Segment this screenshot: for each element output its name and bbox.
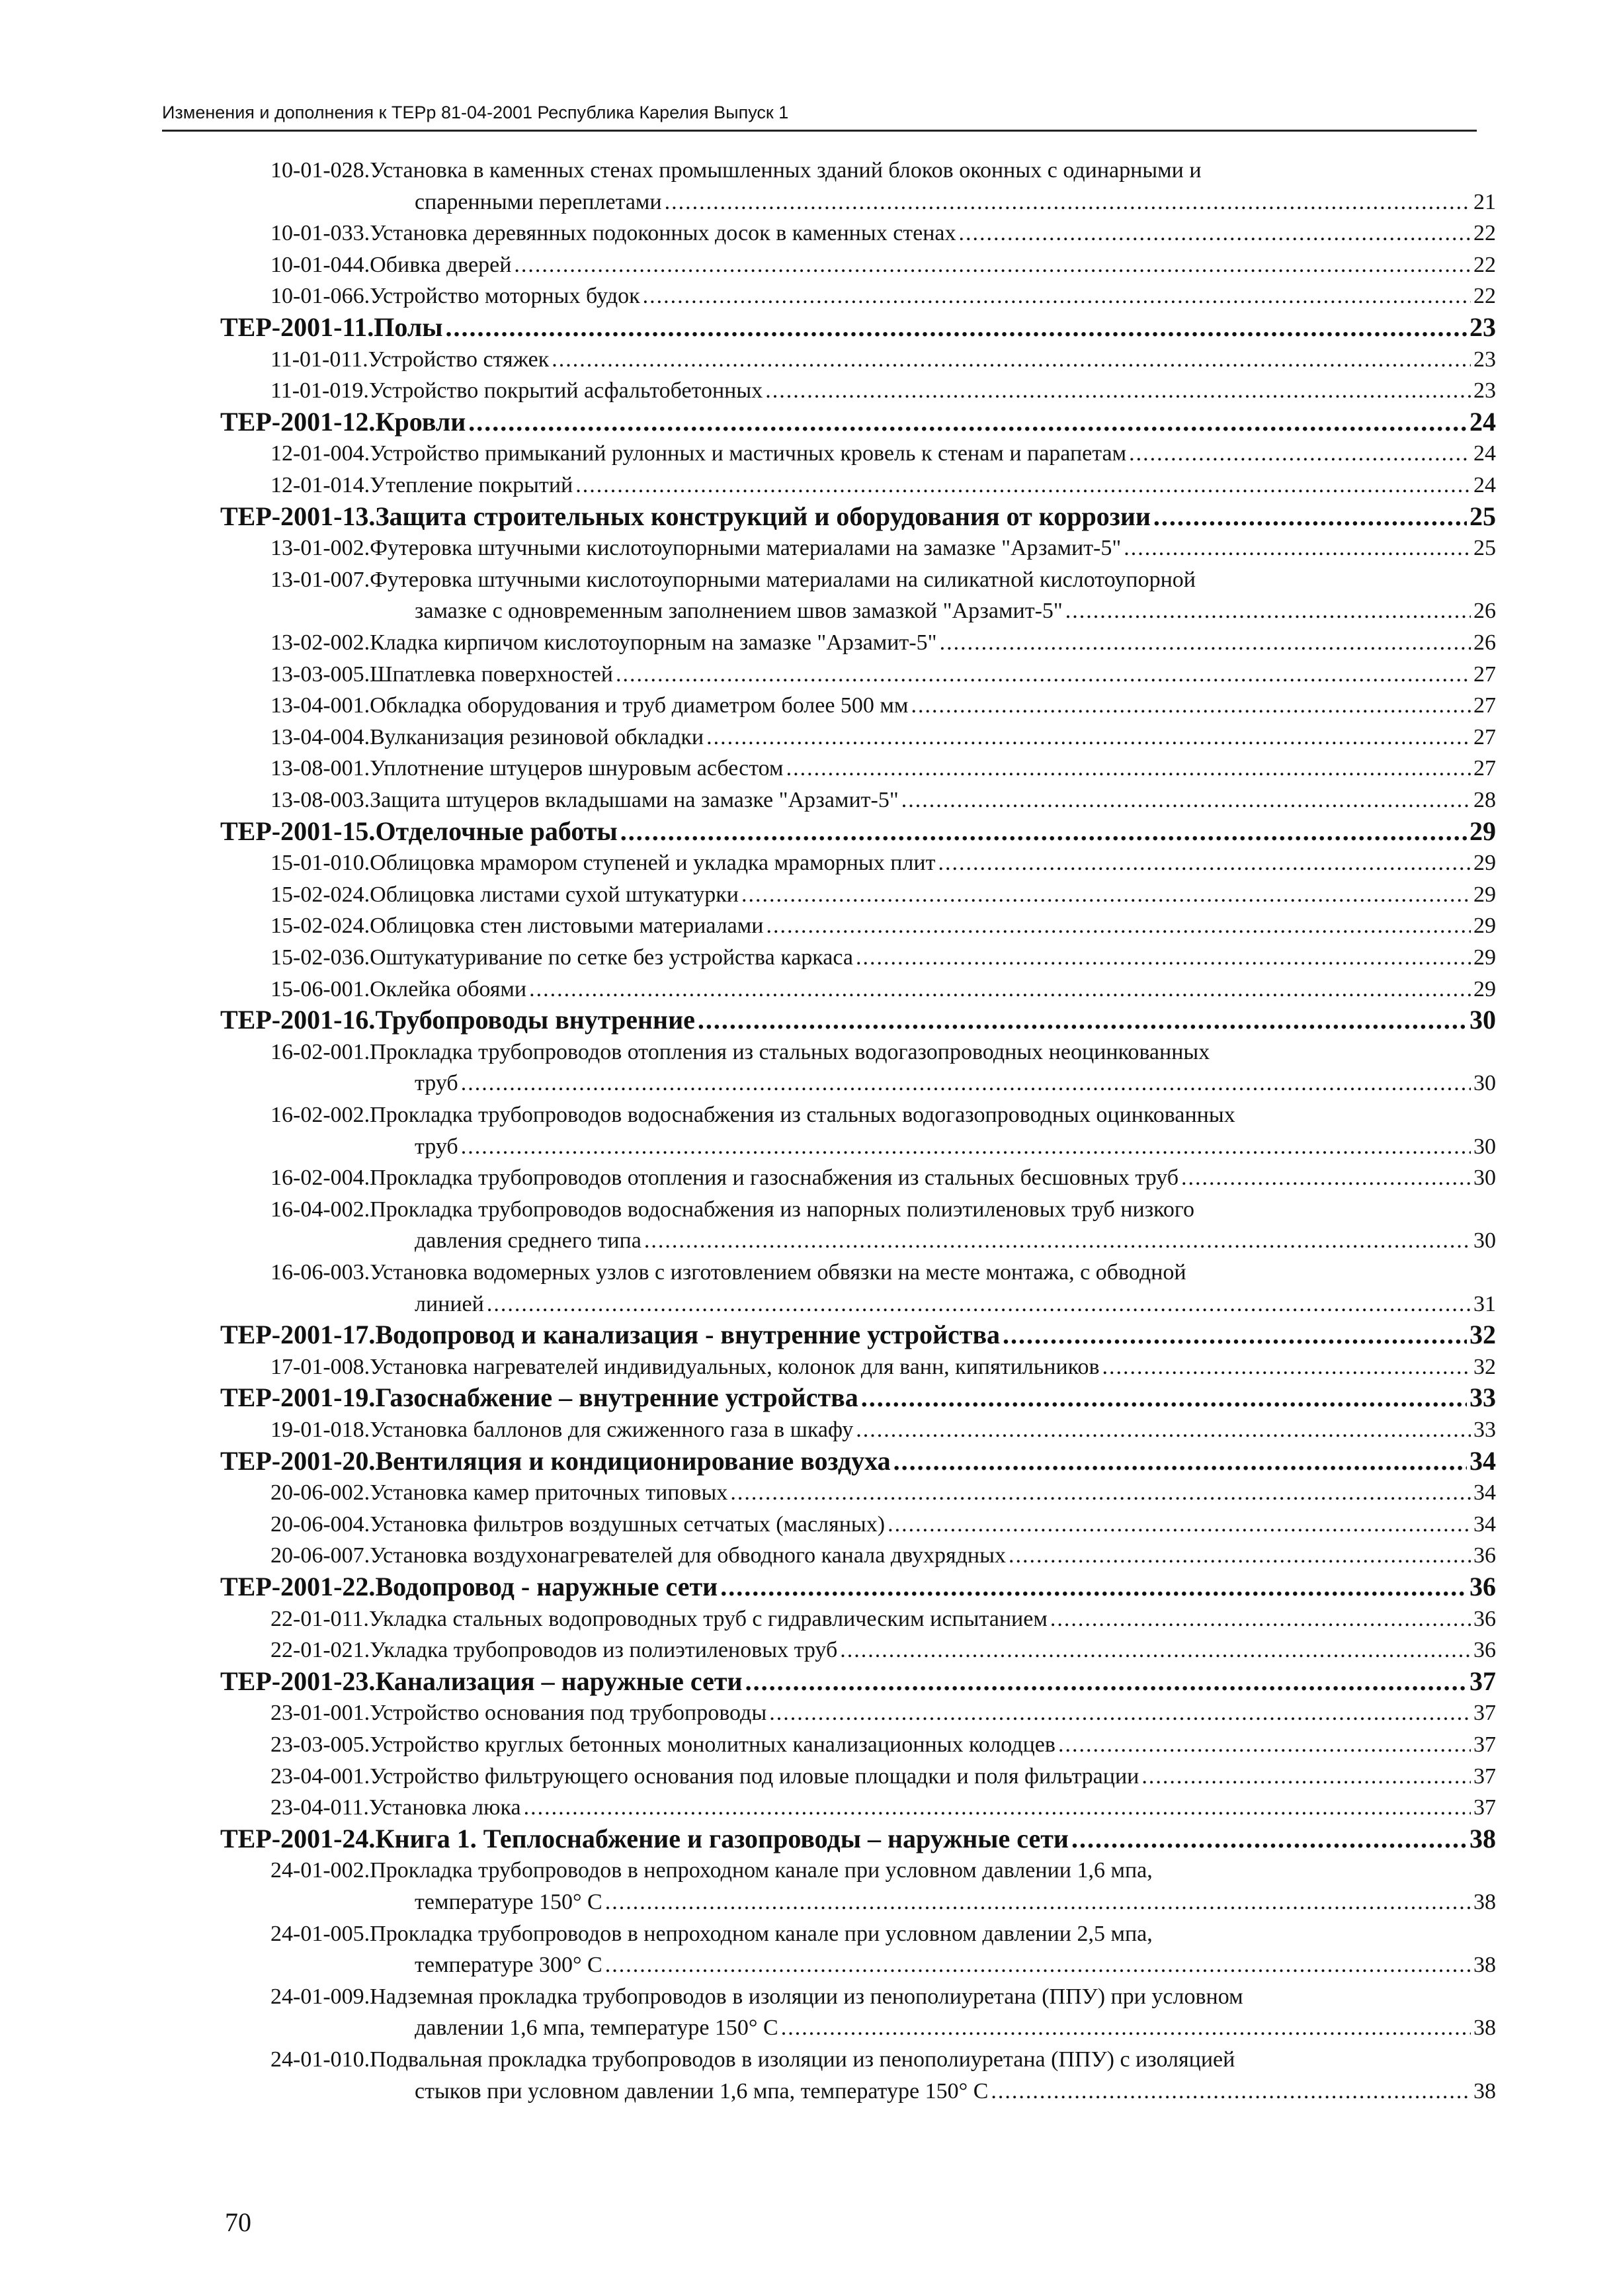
toc-code: 24-01-002.	[270, 1858, 370, 1883]
toc-title-continued: спаренными переплетами	[415, 189, 662, 214]
toc-entry	[270, 1541, 1496, 1571]
toc-title: Прокладка трубопроводов в непроходном канале при условном давлении 2,5 мпа,	[370, 1921, 1153, 1946]
toc-page: 38	[1473, 2078, 1496, 2104]
toc-entry	[270, 753, 1496, 784]
toc-title: Надземная прокладка трубопроводов в изоляции из пенополиуретана (ППУ) при условном	[370, 1984, 1243, 2009]
toc-entry	[270, 785, 1496, 816]
leader-dots	[665, 187, 1471, 218]
toc-page: 36	[1473, 1543, 1496, 1568]
leader-dots	[1009, 1541, 1471, 1571]
section-title: Канализация – наружные сети	[375, 1666, 743, 1696]
toc-entry	[270, 628, 1496, 658]
section-code: ТЕР-2001-16.	[220, 1005, 376, 1035]
toc-entry-continuation	[415, 2076, 1496, 2107]
toc-title: Устройство покрытий асфальтобетонных	[368, 378, 763, 404]
leader-dots	[616, 659, 1471, 690]
leader-dots	[1129, 439, 1471, 469]
toc-page: 37	[1473, 1764, 1496, 1789]
toc-section	[220, 1382, 1496, 1414]
toc-page: 30	[1473, 1228, 1496, 1254]
leader-dots	[1065, 596, 1471, 626]
toc-entry	[270, 533, 1496, 564]
toc-entry	[270, 943, 1496, 973]
toc-entry	[270, 722, 1496, 753]
section-code: ТЕР-2001-24.	[220, 1823, 376, 1853]
toc-page: 30	[1473, 1071, 1496, 1096]
toc-title: Прокладка трубопроводов в непроходном канале при условном давлении 1,6 мпа,	[370, 1858, 1153, 1883]
toc-code: 23-01-001.	[270, 1701, 370, 1726]
leader-dots	[861, 1382, 1467, 1414]
section-title: Защита строительных конструкций и оборудования от коррозии	[375, 501, 1151, 531]
toc-title: Установка в каменных стенах промышленных зданий блоков оконных с одинарными и	[370, 158, 1202, 183]
toc-title: Устройство фильтрующего основания под иловые площадки и поля фильтрации	[370, 1764, 1139, 1789]
toc-entry	[270, 470, 1496, 501]
section-page: 30	[1469, 1005, 1496, 1035]
toc-section	[220, 1571, 1496, 1603]
toc-page: 34	[1473, 1480, 1496, 1506]
toc-entry	[270, 281, 1496, 312]
toc-page: 34	[1473, 1511, 1496, 1537]
toc-entry	[270, 2045, 1496, 2075]
toc-title: Подвальная прокладка трубопроводов в изоляции из пенополиуретана (ППУ) с изоляцией	[370, 2047, 1235, 2072]
toc-code: 16-06-003.	[270, 1260, 370, 1285]
leader-dots	[781, 2013, 1471, 2043]
leader-dots	[514, 250, 1471, 280]
leader-dots	[1141, 1762, 1471, 1792]
toc-section	[220, 816, 1496, 847]
leader-dots	[840, 1635, 1471, 1666]
toc-code: 22-01-011.	[270, 1606, 369, 1631]
leader-dots	[959, 218, 1471, 249]
toc-code: 13-02-002.	[270, 630, 370, 655]
toc-code: 16-02-004.	[270, 1166, 370, 1191]
toc-title: Кладка кирпичом кислотоупорным на замазке "Арзамит-5"	[370, 630, 937, 655]
toc-code: 20-06-004.	[270, 1511, 370, 1537]
toc-code: 19-01-018.	[270, 1418, 370, 1442]
toc-code: 13-01-002.	[270, 536, 370, 561]
toc-title: Установка водомерных узлов с изготовлением обвязки на месте монтажа, с обводной	[370, 1260, 1186, 1285]
toc-title: Защита штуцеров вкладышами на замазке "Арзамит-5"	[370, 788, 899, 812]
leader-dots	[620, 816, 1467, 847]
leader-dots	[911, 691, 1471, 721]
leader-dots	[1153, 501, 1467, 532]
toc-entry	[270, 376, 1496, 406]
toc-page: 27	[1473, 693, 1496, 718]
toc-entry-continuation	[415, 1289, 1496, 1320]
toc-title: Установка нагревателей индивидуальных, колонок для ванн, кипятильников	[370, 1354, 1100, 1379]
toc-page: 22	[1473, 284, 1496, 309]
toc-code: 16-02-001.	[270, 1039, 370, 1064]
toc-code: 15-01-010.	[270, 851, 370, 876]
toc-entry	[270, 1415, 1496, 1445]
toc-code: 15-02-024.	[270, 882, 370, 907]
toc-entry	[270, 1100, 1496, 1130]
toc-title: Прокладка трубопроводов отопления из стальных водогазопроводных неоцинкованных	[370, 1039, 1210, 1064]
section-title: Водопровод и канализация - внутренние устройства	[375, 1320, 1001, 1350]
toc-code: 15-06-001.	[270, 976, 370, 1001]
toc-page: 33	[1473, 1418, 1496, 1442]
toc-title: Установка люка	[368, 1795, 521, 1820]
toc-title: Устройство примыканий рулонных и мастичных кровель к стенам и парапетам	[370, 441, 1127, 466]
toc-page: 36	[1473, 1638, 1496, 1663]
toc-title: Шпатлевка поверхностей	[370, 661, 613, 687]
leader-dots	[991, 2076, 1471, 2107]
leader-dots	[730, 1478, 1471, 1508]
page-number: 70	[225, 2207, 251, 2237]
toc-title-continued: давлении 1,6 мпа, температуре 150° С	[415, 2016, 778, 2041]
toc-title-continued: температуре 300° С	[415, 1953, 602, 1978]
toc-code: 17-01-008.	[270, 1354, 370, 1379]
toc-page: 21	[1473, 189, 1496, 214]
toc-page: 37	[1473, 1795, 1496, 1820]
toc-entry	[270, 880, 1496, 910]
toc-section	[220, 406, 1496, 438]
leader-dots	[1124, 533, 1471, 564]
toc-code: 10-01-044.	[270, 252, 370, 277]
toc-entry	[270, 1509, 1496, 1540]
toc-code: 13-03-005.	[270, 661, 370, 687]
toc-title: Футеровка штучными кислотоупорными материалами на замазке "Арзамит-5"	[370, 536, 1122, 561]
toc-title-continued: труб	[415, 1071, 458, 1096]
toc-code: 12-01-004.	[270, 441, 370, 466]
leader-dots	[1003, 1319, 1467, 1351]
leader-dots	[766, 911, 1471, 941]
toc-entry	[270, 1762, 1496, 1792]
toc-code: 23-03-005.	[270, 1732, 370, 1757]
running-header: Изменения и дополнения к ТЕРр 81-04-2001 Республика Карелия Выпуск 1	[162, 103, 789, 122]
toc-title-continued: труб	[415, 1134, 458, 1159]
toc-code: 13-04-001.	[270, 693, 370, 718]
leader-dots	[741, 880, 1471, 910]
toc-section	[220, 1004, 1496, 1036]
toc-title: Прокладка трубопроводов отопления и газоснабжения из стальных бесшовных труб	[370, 1166, 1179, 1191]
toc-title: Уплотнение штуцеров шнуровым асбестом	[370, 756, 784, 781]
toc-code: 20-06-002.	[270, 1480, 370, 1506]
toc-code: 11-01-019.	[270, 378, 369, 404]
toc-code: 24-01-010.	[270, 2047, 370, 2072]
toc-page: 31	[1473, 1291, 1496, 1316]
section-title: Отделочные работы	[375, 816, 618, 846]
toc-entry-continuation	[415, 1887, 1496, 1918]
toc-title: Облицовка стен листовыми материалами	[370, 914, 764, 939]
toc-entry	[270, 250, 1496, 280]
leader-dots	[461, 1132, 1471, 1162]
toc-page: 29	[1473, 851, 1496, 876]
toc-title: Вулканизация резиновой обкладки	[370, 724, 704, 749]
toc-code: 20-06-007.	[270, 1543, 370, 1568]
toc-page: 30	[1473, 1166, 1496, 1191]
section-code: ТЕР-2001-23.	[220, 1666, 376, 1696]
section-page: 33	[1469, 1382, 1496, 1413]
toc-title: Установка камер приточных типовых	[370, 1480, 728, 1506]
section-code: ТЕР-2001-17.	[220, 1320, 376, 1350]
leader-dots	[856, 1415, 1471, 1445]
toc-entry	[270, 1635, 1496, 1666]
toc-title: Оклейка обоями	[370, 976, 527, 1001]
leader-dots	[940, 628, 1471, 658]
leader-dots	[468, 406, 1467, 438]
section-title: Газоснабжение – внутренние устройства	[375, 1382, 858, 1413]
section-code: ТЕР-2001-13.	[220, 501, 376, 531]
toc-entry	[270, 1730, 1496, 1760]
leader-dots	[529, 974, 1471, 1005]
section-page: 32	[1469, 1320, 1496, 1350]
section-title: Водопровод - наружные сети	[375, 1572, 718, 1601]
toc-page: 27	[1473, 661, 1496, 687]
leader-dots	[575, 470, 1471, 501]
toc-page: 27	[1473, 724, 1496, 749]
leader-dots	[487, 1289, 1471, 1320]
toc-code: 16-04-002.	[270, 1197, 370, 1222]
toc-title: Укладка трубопроводов из полиэтиленовых труб	[370, 1638, 838, 1663]
leader-dots	[745, 1666, 1467, 1697]
toc-entry	[270, 659, 1496, 690]
toc-entry	[270, 1037, 1496, 1068]
section-code: ТЕР-2001-15.	[220, 816, 376, 846]
toc-page: 32	[1473, 1354, 1496, 1379]
section-title: Вентиляция и кондиционирование воздуха	[375, 1445, 891, 1476]
section-code: ТЕР-2001-11.	[220, 312, 374, 342]
toc-entry	[270, 1195, 1496, 1225]
section-title: Кровли	[375, 406, 466, 437]
toc-entry	[270, 565, 1496, 595]
toc-section	[220, 1666, 1496, 1697]
toc-page: 23	[1473, 347, 1496, 372]
leader-dots	[1102, 1352, 1471, 1382]
toc-title: Облицовка мрамором ступеней и укладка мраморных плит	[370, 851, 936, 876]
toc-page: 22	[1473, 252, 1496, 277]
leader-dots	[706, 722, 1471, 753]
section-title: Полы	[374, 312, 443, 342]
leader-dots	[524, 1793, 1471, 1823]
toc-code: 24-01-009.	[270, 1984, 370, 2009]
toc-page: 38	[1473, 2016, 1496, 2041]
leader-dots	[893, 1445, 1467, 1477]
toc-entry	[270, 1855, 1496, 1886]
leader-dots	[605, 1887, 1471, 1918]
toc-entry-continuation	[415, 2013, 1496, 2043]
toc-code: 15-02-024.	[270, 914, 370, 939]
leader-dots	[1181, 1163, 1471, 1193]
toc-title-continued: замазке с одновременным заполнением швов замазкой "Арзамит-5"	[415, 599, 1063, 624]
leader-dots	[643, 281, 1471, 312]
toc-title: Обкладка оборудования и труб диаметром более 500 мм	[370, 693, 909, 718]
toc-entry	[270, 218, 1496, 249]
toc-code: 10-01-066.	[270, 284, 370, 309]
toc-page: 29	[1473, 945, 1496, 970]
leader-dots	[786, 753, 1471, 784]
toc-title: Установка деревянных подоконных досок в каменных стенах	[370, 221, 956, 246]
toc-entry	[270, 1793, 1496, 1823]
toc-title-continued: температуре 150° С	[415, 1890, 602, 1914]
toc-page: 26	[1473, 599, 1496, 624]
toc-page: 27	[1473, 756, 1496, 781]
toc-code: 13-08-001.	[270, 756, 370, 781]
toc-title-continued: стыков при условном давлении 1,6 мпа, температуре 150° С	[415, 2078, 989, 2104]
section-title: Книга 1. Теплоснабжение и газопроводы – наружные сети	[375, 1823, 1069, 1853]
toc-entry-continuation	[415, 1132, 1496, 1162]
toc-entry-continuation	[415, 1950, 1496, 1980]
toc-section	[220, 1445, 1496, 1477]
leader-dots	[765, 376, 1471, 406]
leader-dots	[1071, 1823, 1467, 1855]
toc-page: 24	[1473, 473, 1496, 497]
toc-page: 29	[1473, 914, 1496, 939]
section-code: ТЕР-2001-12.	[220, 406, 376, 437]
toc-page: 25	[1473, 536, 1496, 561]
leader-dots	[901, 785, 1471, 816]
toc-code: 15-02-036.	[270, 945, 370, 970]
leader-dots	[1050, 1604, 1471, 1635]
leader-dots	[552, 345, 1471, 375]
toc-code: 23-04-011.	[270, 1795, 369, 1820]
toc-code: 12-01-014.	[270, 473, 370, 497]
section-page: 25	[1469, 501, 1496, 531]
section-code: ТЕР-2001-22.	[220, 1572, 376, 1601]
section-code: ТЕР-2001-19.	[220, 1382, 376, 1413]
toc-title: Оштукатуривание по сетке без устройства каркаса	[370, 945, 853, 970]
leader-dots	[644, 1226, 1471, 1256]
toc-title: Устройство моторных будок	[370, 284, 640, 309]
leader-dots	[461, 1068, 1471, 1099]
section-page: 36	[1469, 1572, 1496, 1601]
toc-code: 10-01-028.	[270, 158, 370, 183]
leader-dots	[856, 943, 1471, 973]
toc-entry-continuation	[415, 187, 1496, 218]
toc-title: Устройство круглых бетонных монолитных канализационных колодцев	[370, 1732, 1055, 1757]
section-page: 23	[1469, 312, 1496, 342]
toc-title-continued: давления среднего типа	[415, 1228, 641, 1254]
section-page: 38	[1469, 1823, 1496, 1853]
toc-title: Укладка стальных водопроводных труб с гидравлическим испытанием	[368, 1606, 1048, 1631]
toc-page: 37	[1473, 1732, 1496, 1757]
toc-code: 24-01-005.	[270, 1921, 370, 1946]
toc-page: 36	[1473, 1606, 1496, 1631]
toc-title: Устройство стяжек	[368, 347, 550, 372]
toc-entry	[270, 1257, 1496, 1288]
toc-code: 13-08-003.	[270, 788, 370, 812]
toc-code: 11-01-011.	[270, 347, 368, 372]
section-title: Трубопроводы внутренние	[375, 1005, 695, 1035]
toc-code: 23-04-001.	[270, 1764, 370, 1789]
toc-title: Обивка дверей	[370, 252, 512, 277]
toc-title: Футеровка штучными кислотоупорными материалами на силикатной кислотоупорной	[370, 567, 1196, 592]
leader-dots	[769, 1698, 1471, 1728]
toc-page: 38	[1473, 1953, 1496, 1978]
toc-section	[220, 1823, 1496, 1855]
leader-dots	[605, 1950, 1471, 1980]
toc-page: 24	[1473, 441, 1496, 466]
toc-entry	[270, 1982, 1496, 2012]
section-page: 37	[1469, 1666, 1496, 1696]
leader-dots	[446, 312, 1468, 343]
section-page: 29	[1469, 816, 1496, 846]
toc-page: 28	[1473, 788, 1496, 812]
toc-title-continued: линией	[415, 1291, 484, 1316]
toc-entry	[270, 1478, 1496, 1508]
toc-entry-continuation	[415, 596, 1496, 626]
toc-entry	[270, 911, 1496, 941]
toc-title: Прокладка трубопроводов водоснабжения из напорных полиэтиленовых труб низкого	[370, 1197, 1195, 1222]
toc-section	[220, 1319, 1496, 1351]
toc-entry	[270, 1698, 1496, 1728]
toc-page: 29	[1473, 882, 1496, 907]
toc-entry	[270, 974, 1496, 1005]
toc-title: Устройство основания под трубопроводы	[370, 1701, 767, 1726]
toc-code: 13-01-007.	[270, 567, 370, 592]
toc-entry	[270, 345, 1496, 375]
toc-title: Установка воздухонагревателей для обводного канала двухрядных	[370, 1543, 1006, 1568]
toc-page: 30	[1473, 1134, 1496, 1159]
leader-dots	[698, 1004, 1467, 1036]
toc-entry	[270, 691, 1496, 721]
toc-code: 22-01-021.	[270, 1638, 370, 1663]
section-code: ТЕР-2001-20.	[220, 1445, 376, 1476]
toc-section	[220, 312, 1496, 343]
toc-title: Прокладка трубопроводов водоснабжения из стальных водогазопроводных оцинкованных	[370, 1103, 1235, 1127]
toc-page: 22	[1473, 221, 1496, 246]
toc-page: 26	[1473, 630, 1496, 655]
leader-dots	[938, 848, 1471, 878]
leader-dots	[1058, 1730, 1471, 1760]
toc-title: Установка баллонов для сжиженного газа в шкафу	[370, 1418, 854, 1442]
toc-title: Утепление покрытий	[370, 473, 573, 497]
toc-page: 38	[1473, 1890, 1496, 1914]
section-page: 24	[1469, 406, 1496, 437]
leader-dots	[720, 1571, 1467, 1603]
toc-page: 23	[1473, 378, 1496, 404]
toc-entry	[270, 1352, 1496, 1382]
leader-dots	[888, 1509, 1471, 1540]
toc-entry-continuation	[415, 1226, 1496, 1256]
toc-entry	[270, 439, 1496, 469]
toc-page: 37	[1473, 1701, 1496, 1726]
toc-section	[220, 501, 1496, 532]
toc-entry	[270, 1604, 1496, 1635]
toc-code: 16-02-002.	[270, 1103, 370, 1127]
toc-entry	[270, 848, 1496, 878]
toc-entry	[270, 1919, 1496, 1949]
toc-entry	[270, 1163, 1496, 1193]
toc-code: 13-04-004.	[270, 724, 370, 749]
toc-title: Облицовка листами сухой штукатурки	[370, 882, 739, 907]
toc-code: 10-01-033.	[270, 221, 370, 246]
toc-entry-continuation	[415, 1068, 1496, 1099]
toc-page: 29	[1473, 976, 1496, 1001]
toc-title: Установка фильтров воздушных сетчатых (масляных)	[370, 1511, 886, 1537]
toc-entry	[270, 155, 1496, 186]
section-page: 34	[1469, 1445, 1496, 1476]
